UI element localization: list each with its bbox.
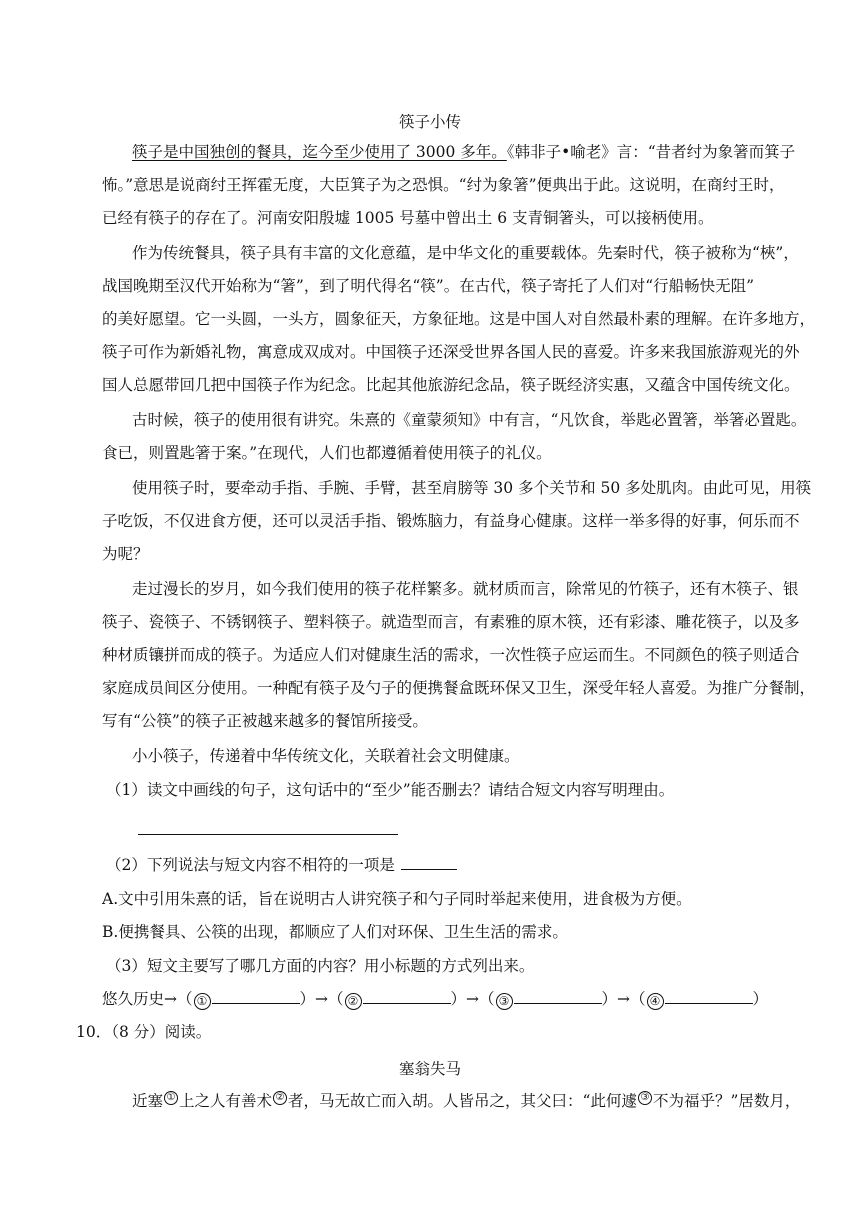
circled-number-4: ④ <box>647 993 664 1010</box>
footnote-mark-3: ③ <box>638 1091 652 1105</box>
paragraph-3-line-1: 古时候，筷子的使用很有讲究。朱熹的《童蒙须知》中有言，“凡饮食，举匙必置箸，举箸必置匙。 <box>132 411 807 429</box>
paragraph-4-line-2: 子吃饭，不仅进食方便，还可以灵活手指、锻炼脑力，有益身心健康。这样一举多得的好事，何乐而不 <box>102 512 800 530</box>
fill-start: 悠久历史→（ <box>102 990 193 1008</box>
question-2-text: （2）下列说法与短文内容不相符的一项是 <box>106 856 395 874</box>
paragraph-2-line-3: 的美好愿望。它一头圆，一头方，圆象征天，方象征地。这是中国人对自然最朴素的理解。在许多地方， <box>102 310 816 328</box>
fill-blank-1[interactable] <box>212 989 300 1004</box>
fill-blank-4[interactable] <box>665 989 753 1004</box>
footnote-mark-1: ① <box>164 1091 178 1105</box>
paragraph-1-line-1-rest: 《韩非子•喻老》言：“昔者纣为象箸而箕子 <box>506 143 796 161</box>
question-10-header <box>76 1022 748 1042</box>
underlined-sentence: 筷子是中国独创的餐具，迄今至少使用了 3000 多年。 <box>132 143 507 161</box>
question-3: （3）短文主要写了哪几方面的内容？用小标题的方式列出来。 <box>106 957 535 975</box>
option-b: B.便携餐具、公筷的出现，都顺应了人们对环保、卫生生活的需求。 <box>102 923 568 941</box>
text-segment: 者，马无故亡而入胡。人皆吊之，其父曰：“此何遽 <box>288 1092 637 1110</box>
paragraph-6-line-1: 小小筷子，传递着中华传统文化，关联着社会文明健康。 <box>132 747 520 765</box>
paragraph-2-line-1: 作为传统餐具，筷子具有丰富的文化意蕴，是中华文化的重要载体。先秦时代，筷子被称为“梜”， <box>132 244 799 262</box>
fill-blank-2[interactable] <box>363 989 451 1004</box>
paragraph-1-line-3: 已经有筷子的存在了。河南安阳殷墟 1005 号墓中曾出土 6 支青铜箸头，可以接柄使用。 <box>102 209 714 227</box>
question-2 <box>106 855 778 875</box>
paragraph-5-line-3: 种材质镶拼而成的筷子。为适应人们对健康生活的需求，一次性筷子应运而生。不同颜色的筷子则适合 <box>102 646 800 664</box>
circled-number-2: ② <box>345 993 362 1010</box>
paragraph-2-line-2: 战国晚期至汉代开始称为“箸”，到了明代得名“筷”。在古代，筷子寄托了人们对“行船畅快无阻” <box>102 277 755 295</box>
paragraph-5-line-2: 筷子、瓷筷子、不锈钢筷子、塑料筷子。就造型而言，有素雅的原木筷，还有彩漆、雕花筷子，以及多 <box>102 613 800 631</box>
fill-arrow-3: ）→（ <box>601 990 646 1008</box>
fill-arrow-1: ）→（ <box>299 990 344 1008</box>
answer-blank-1[interactable] <box>138 834 398 835</box>
paragraph-4-line-3: 为呢？ <box>102 545 149 563</box>
paragraph-5-line-4: 家庭成员间区分使用。一种配有筷子及勺子的便携餐盒既环保又卫生，深受年轻人喜爱。为推广分餐制， <box>102 679 816 697</box>
question-1: （1）读文中画线的句子，这句话中的“至少”能否删去？请结合短文内容写明理由。 <box>106 781 675 799</box>
answer-blank-2[interactable] <box>401 855 457 870</box>
option-a: A.文中引用朱熹的话，旨在说明古人讲究筷子和勺子同时举起来使用，进食极为方便。 <box>102 890 692 908</box>
footnote-mark-2: ② <box>273 1091 287 1105</box>
fill-end: ） <box>752 990 769 1008</box>
question-3-fill-row <box>102 989 774 1010</box>
paragraph-4-line-1: 使用筷子时，要牵动手指、手腕、手臂，甚至肩膀等 30 多个关节和 50 多处肌肉。由此可见，用筷 <box>132 479 812 497</box>
question-10-points: （8 分）阅读。 <box>111 1023 212 1041</box>
passage-2-title: 塞翁失马 <box>398 1060 461 1078</box>
paragraph-5-line-1: 走过漫长的岁月，如今我们使用的筷子花样繁多。就材质而言，除常见的竹筷子，还有木筷子、银 <box>132 580 799 598</box>
paragraph-5-line-5: 写有“公筷”的筷子正被越来越多的餐馆所接受。 <box>102 712 428 730</box>
text-segment: 上之人有善术 <box>179 1092 273 1110</box>
passage-2-line-1 <box>132 1091 801 1111</box>
paragraph-2-line-5: 国人总愿带回几把中国筷子作为纪念。比起其他旅游纪念品，筷子既经济实惠，又蕴含中国传统文化。 <box>102 376 800 394</box>
paragraph-2-line-4: 筷子可作为新婚礼物，寓意成双成对。中国筷子还深受世界各国人民的喜爱。许多来我国旅游观光的外 <box>102 343 800 361</box>
question-number: 10． <box>76 1023 112 1041</box>
passage-title: 筷子小传 <box>398 113 461 131</box>
paragraph-3-line-2: 食已，则置匙箸于案。”在现代，人们也都遵循着使用筷子的礼仪。 <box>102 444 552 462</box>
text-segment: 不为福乎？”居数月， <box>652 1092 801 1110</box>
text-segment: 近塞 <box>132 1092 164 1110</box>
paragraph-1-line-2: 怖。”意思是说商纣王挥霍无度，大臣箕子为之恐惧。“纣为象箸”便典出于此。这说明，在商纣王时， <box>102 176 785 194</box>
fill-arrow-2: ）→（ <box>450 990 495 1008</box>
circled-number-3: ③ <box>496 993 513 1010</box>
fill-blank-3[interactable] <box>514 989 602 1004</box>
circled-number-1: ① <box>194 993 211 1010</box>
paragraph-1-line-1 <box>132 142 796 162</box>
